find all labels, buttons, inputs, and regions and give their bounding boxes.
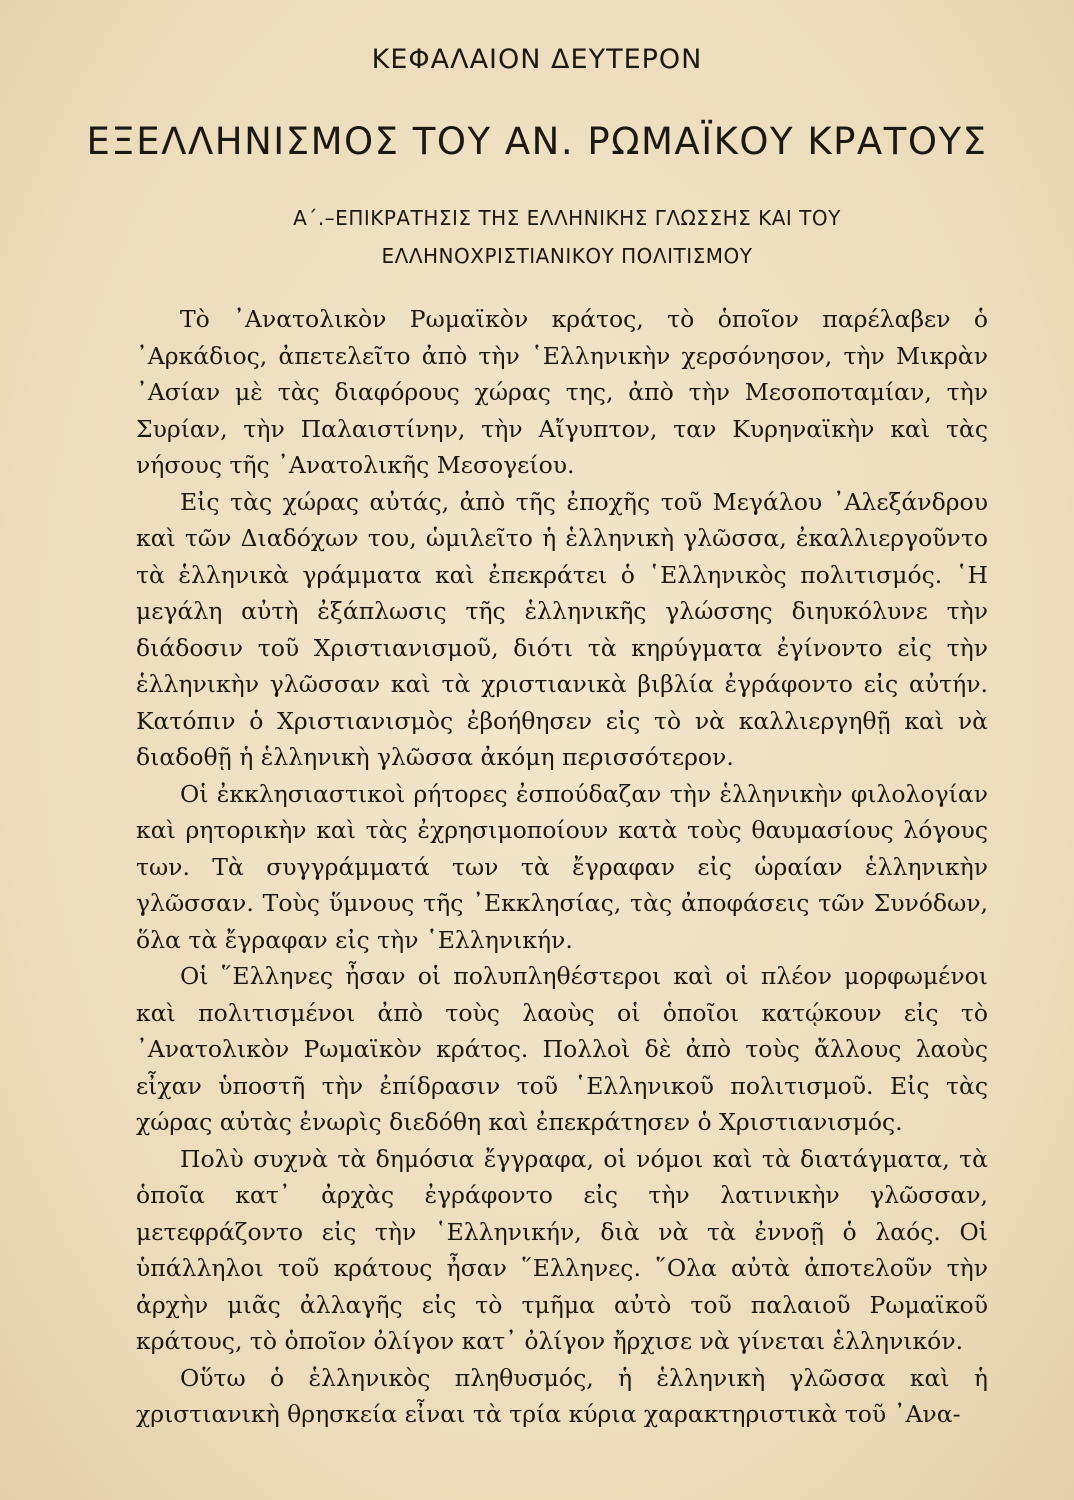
section-heading-line-2: ΕΛΛΗΝΟΧΡΙΣΤΙΑΝΙΚΟΥ ΠΟΛΙΤΙΣΜΟΥ — [381, 244, 753, 268]
section-heading-line-1: Α΄.–ΕΠΙΚΡΑΤΗΣΙΣ ΤΗΣ ΕΛΛΗΝΙΚΗΣ ΓΛΩΣΣΗΣ ΚΑΙ ΤΟΥ — [293, 206, 841, 230]
paragraph-2: Εἰς τὰς χώρας αὐτάς, ἀπὸ τῆς ἐποχῆς τοῦ Μεγάλου ᾿Αλεξάνδρου καὶ τῶν Διαδόχων του, ὡμιλεῖτο ἡ ἑλληνικὴ γλῶσσα, ἐκαλλιεργοῦντο τὰ ἑλληνικὰ γράμματα καὶ ἐπεκράτει ὁ ῾Ελληνικὸς πολιτισμός. ῾Η μεγάλη αὐτὴ ἐξάπλωσις τῆς ἑλληνικῆς γλώσσης διηυκόλυνε τὴν διάδοσιν τοῦ Χριστιανισμοῦ, διότι τὰ κηρύγματα ἐγίνοντο εἰς τὴν ἑλληνικὴν γλῶσσαν καὶ τὰ χριστιανικὰ βιβλία ἐγράφοντο εἰς αὐτήν. Κατόπιν ὁ Χριστιανισμὸς ἐβοήθησεν εἰς τὸ νὰ καλλιεργηθῇ καὶ νὰ διαδοθῇ ἡ ἑλληνικὴ γλῶσσα ἀκόμη περισσότερον. — [136, 487, 988, 771]
paragraph-4: Οἱ ῞Ελληνες ἦσαν οἱ πολυπληθέστεροι καὶ οἱ πλέον μορφωμένοι καὶ πολιτισμένοι ἀπὸ τοὺς λαοὺς οἱ ὁποῖοι κατῴκουν εἰς τὸ ᾿Ανατολικὸν Ρωμαϊκὸν κράτος. Πολλοὶ δὲ ἀπὸ τοὺς ἄλλους λαοὺς εἶχαν ὑποστῆ τὴν ἐπίδρασιν τοῦ ῾Ελληνικοῦ πολιτισμοῦ. Εἰς τὰς χώρας αὐτὰς ἐνωρὶς διεδόθη καὶ ἐπεκράτησεν ὁ Χριστιανισμός. — [136, 962, 988, 1136]
paragraph-1: Τὸ ᾿Ανατολικὸν Ρωμαϊκὸν κράτος, τὸ ὁποῖον παρέλαβεν ὁ ᾿Αρκάδιος, ἀπετελεῖτο ἀπὸ τὴν ῾Ελληνικὴν χερσόνησον, τὴν Μικρὰν ᾿Ασίαν μὲ τὰς διαφόρους χώρας της, ἀπὸ τὴν Μεσοποταμίαν, τὴν Συρίαν, τὴν Παλαιστίνην, τὴν Αἴγυπτον, ταν Κυρηναϊκὴν καὶ τὰς νήσους τῆς ᾿Ανατολικῆς Μεσογείου. — [136, 305, 988, 479]
paragraph-3: Οἱ ἐκκλησιαστικοὶ ρήτορες ἐσπούδαζαν τὴν ἑλληνικὴν φιλολογίαν καὶ ρητορικὴν καὶ τὰς ἐχρησιμοποίουν κατὰ τοὺς θαυμασίους λόγους των. Τὰ συγγράμματά των τὰ ἔγραφαν εἰς ὡραίαν ἑλληνικὴν γλῶσσαν. Τοὺς ὕμνους τῆς ᾿Εκκλησίας, τὰς ἀποφάσεις τῶν Συνόδων, ὅλα τὰ ἔγραφαν εἰς τὴν ῾Ελληνικήν. — [136, 779, 988, 954]
paragraph-6: Οὕτω ὁ ἑλληνικὸς πληθυσμός, ἡ ἑλληνικὴ γλῶσσα καὶ ἡ χριστιανικὴ θρησκεία εἶναι τὰ τρία κύρια χαρακτηριστικὰ τοῦ ᾿Ανα- — [136, 1363, 988, 1428]
chapter-heading: ΚΕΦΑΛΑΙΟΝ ΔΕΥΤΕΡΟΝ — [371, 44, 703, 75]
paragraph-5: Πολὺ συχνὰ τὰ δημόσια ἔγγραφα, οἱ νόμοι καὶ τὰ διατάγματα, τὰ ὁποῖα κατ᾿ ἀρχὰς ἐγράφοντο εἰς τὴν λατινικὴν γλῶσσαν, μετεφράζοντο εἰς τὴν ῾Ελληνικήν, διὰ νὰ τὰ ἐννοῇ ὁ λαός. Οἱ ὑπάλληλοι τοῦ κράτους ἦσαν ῞Ελληνες. ῞Ολα αὐτὰ ἀποτελοῦν τὴν ἀρχὴν μιᾶς ἀλλαγῆς εἰς τὸ τμῆμα αὐτὸ τοῦ παλαιοῦ Ρωμαϊκοῦ κράτους, τὸ ὁποῖον ὀλίγον κατ᾿ ὀλίγον ἤρχισε νὰ γίνεται ἑλληνικόν. — [136, 1144, 988, 1355]
page-title: ΕΞΕΛΛΗΝΙΣΜΟΣ ΤΟΥ ΑΝ. ΡΩΜΑΪΚΟΥ ΚΡΑΤΟΥΣ — [86, 120, 988, 163]
body-text — [136, 301, 988, 1433]
